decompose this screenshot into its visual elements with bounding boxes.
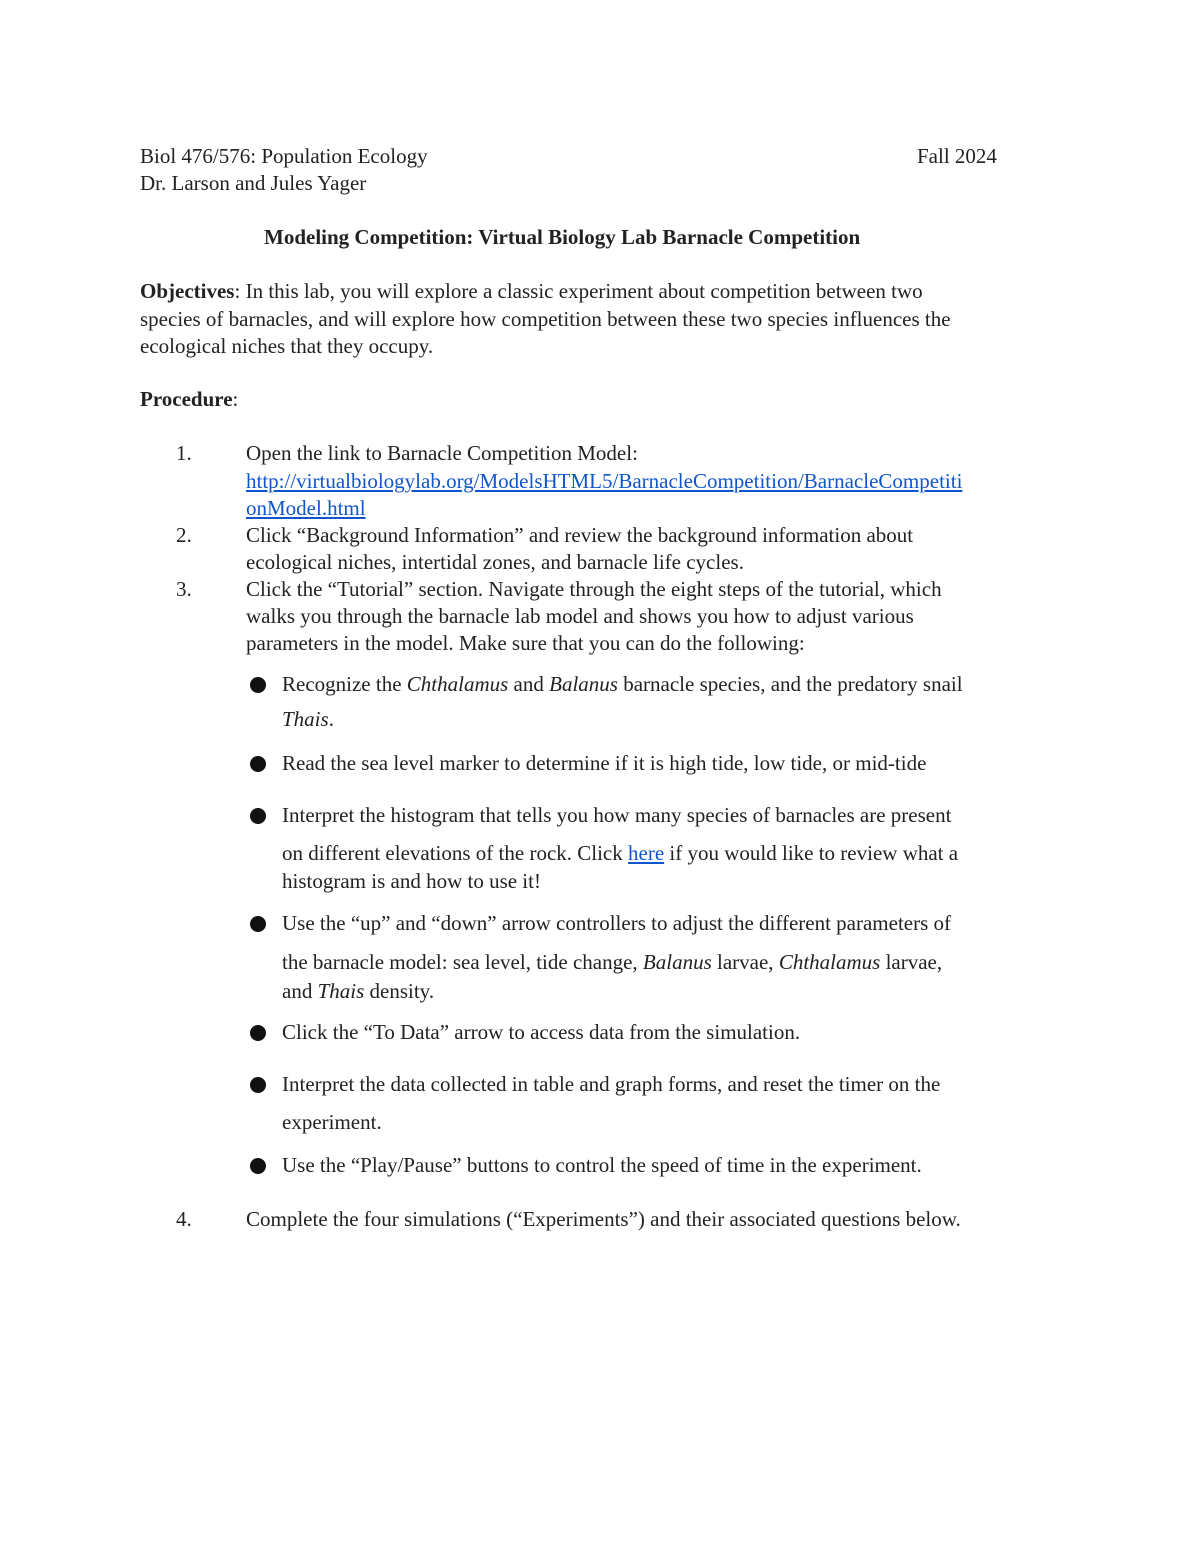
model-url-link-line-2[interactable]: onModel.html bbox=[246, 496, 366, 520]
procedure-heading bbox=[140, 389, 238, 410]
document-title: Modeling Competition: Virtual Biology Lab Barnacle Competition bbox=[264, 225, 861, 249]
step-1-number: 1. bbox=[176, 441, 192, 465]
bullet-4-line-3 bbox=[282, 981, 434, 1002]
step-1-text: Open the link to Barnacle Competition Model: bbox=[246, 441, 638, 465]
histogram-here-link[interactable]: here bbox=[628, 841, 665, 865]
bullet-1-text-d: . bbox=[328, 707, 334, 731]
bullet-4-line-1: Use the “up” and “down” arrow controllers to adjust the different parameters of bbox=[282, 911, 952, 935]
objectives-text-1: In this lab, you will explore a classic experiment about competition between two bbox=[240, 279, 923, 303]
bullet-1-text-c: barnacle species, and the predatory snail bbox=[617, 672, 963, 696]
bullet-3-line-1: Interpret the histogram that tells you how many species of barnacles are present bbox=[282, 803, 952, 827]
step-4-number: 4. bbox=[176, 1207, 192, 1231]
bullet-4-chthalamus: Chthalamus bbox=[778, 950, 881, 974]
bullet-3-line-2 bbox=[282, 843, 958, 864]
bullet-5-text: Click the “To Data” arrow to access data from the simulation. bbox=[282, 1020, 801, 1044]
bullet-7-marker bbox=[250, 1158, 266, 1174]
instructors-line: Dr. Larson and Jules Yager bbox=[140, 171, 367, 195]
bullet-1-chthalamus: Chthalamus bbox=[406, 672, 509, 696]
step-2-text-1: Click “Background Information” and review the background information about bbox=[246, 523, 914, 547]
bullet-1-line-1 bbox=[282, 674, 963, 695]
bullet-3-marker bbox=[250, 808, 266, 824]
step-3-text-3: parameters in the model. Make sure that you can do the following: bbox=[246, 631, 805, 655]
objectives-colon: : bbox=[234, 279, 241, 303]
bullet-6-line-1: Interpret the data collected in table and graph forms, and reset the timer on the bbox=[282, 1072, 941, 1096]
bullet-4-balanus: Balanus bbox=[642, 950, 712, 974]
bullet-6-marker bbox=[250, 1077, 266, 1093]
bullet-4-thais: Thais bbox=[317, 979, 365, 1003]
bullet-1-thais: Thais bbox=[282, 707, 329, 731]
bullet-7-text: Use the “Play/Pause” buttons to control the speed of time in the experiment. bbox=[282, 1153, 922, 1177]
bullet-4-line-2 bbox=[282, 952, 942, 973]
bullet-3-text-b: if you would like to review what a bbox=[664, 841, 959, 865]
bullet-1-marker bbox=[250, 677, 266, 693]
objectives-text-3: ecological niches that they occupy. bbox=[140, 334, 434, 358]
bullet-4-text-d: and bbox=[282, 979, 318, 1003]
step-2-text-2: ecological niches, intertidal zones, and barnacle life cycles. bbox=[246, 550, 744, 574]
bullet-1-balanus: Balanus bbox=[549, 672, 618, 696]
step-3-text-1: Click the “Tutorial” section. Navigate through the eight steps of the tutorial, which bbox=[246, 577, 942, 601]
course-title: Biol 476/576: Population Ecology bbox=[140, 144, 428, 168]
bullet-1-text-a: Recognize the bbox=[282, 672, 407, 696]
bullet-2-marker bbox=[250, 756, 266, 772]
step-3-text-2: walks you through the barnacle lab model and shows you how to adjust various bbox=[246, 604, 914, 628]
bullet-2-text: Read the sea level marker to determine if it is high tide, low tide, or mid-tide bbox=[282, 751, 927, 775]
bullet-6-line-2: experiment. bbox=[282, 1110, 382, 1134]
step-2-number: 2. bbox=[176, 523, 192, 547]
step-3-number: 3. bbox=[176, 577, 192, 601]
procedure-colon: : bbox=[232, 387, 239, 411]
objectives-paragraph-line-1 bbox=[140, 281, 923, 302]
term-label: Fall 2024 bbox=[917, 144, 997, 168]
model-url-link-line-1[interactable]: http://virtualbiologylab.org/ModelsHTML5/BarnacleCompetition/BarnacleCompetiti bbox=[246, 469, 963, 493]
bullet-4-text-c: larvae, bbox=[880, 950, 943, 974]
bullet-4-text-b: larvae, bbox=[711, 950, 779, 974]
objectives-label: Objectives bbox=[140, 279, 235, 303]
bullet-3-text-a: on different elevations of the rock. Click bbox=[282, 841, 629, 865]
procedure-label: Procedure bbox=[140, 387, 233, 411]
bullet-1-line-2 bbox=[282, 709, 334, 730]
bullet-4-text-e: density. bbox=[364, 979, 435, 1003]
bullet-5-marker bbox=[250, 1025, 266, 1041]
objectives-text-2: species of barnacles, and will explore how competition between these two species influences the bbox=[140, 307, 951, 331]
bullet-3-line-3: histogram is and how to use it! bbox=[282, 869, 541, 893]
bullet-1-text-b: and bbox=[508, 672, 550, 696]
step-4-text: Complete the four simulations (“Experiments”) and their associated questions below. bbox=[246, 1207, 961, 1231]
bullet-4-text-a: the barnacle model: sea level, tide change, bbox=[282, 950, 643, 974]
bullet-4-marker bbox=[250, 916, 266, 932]
